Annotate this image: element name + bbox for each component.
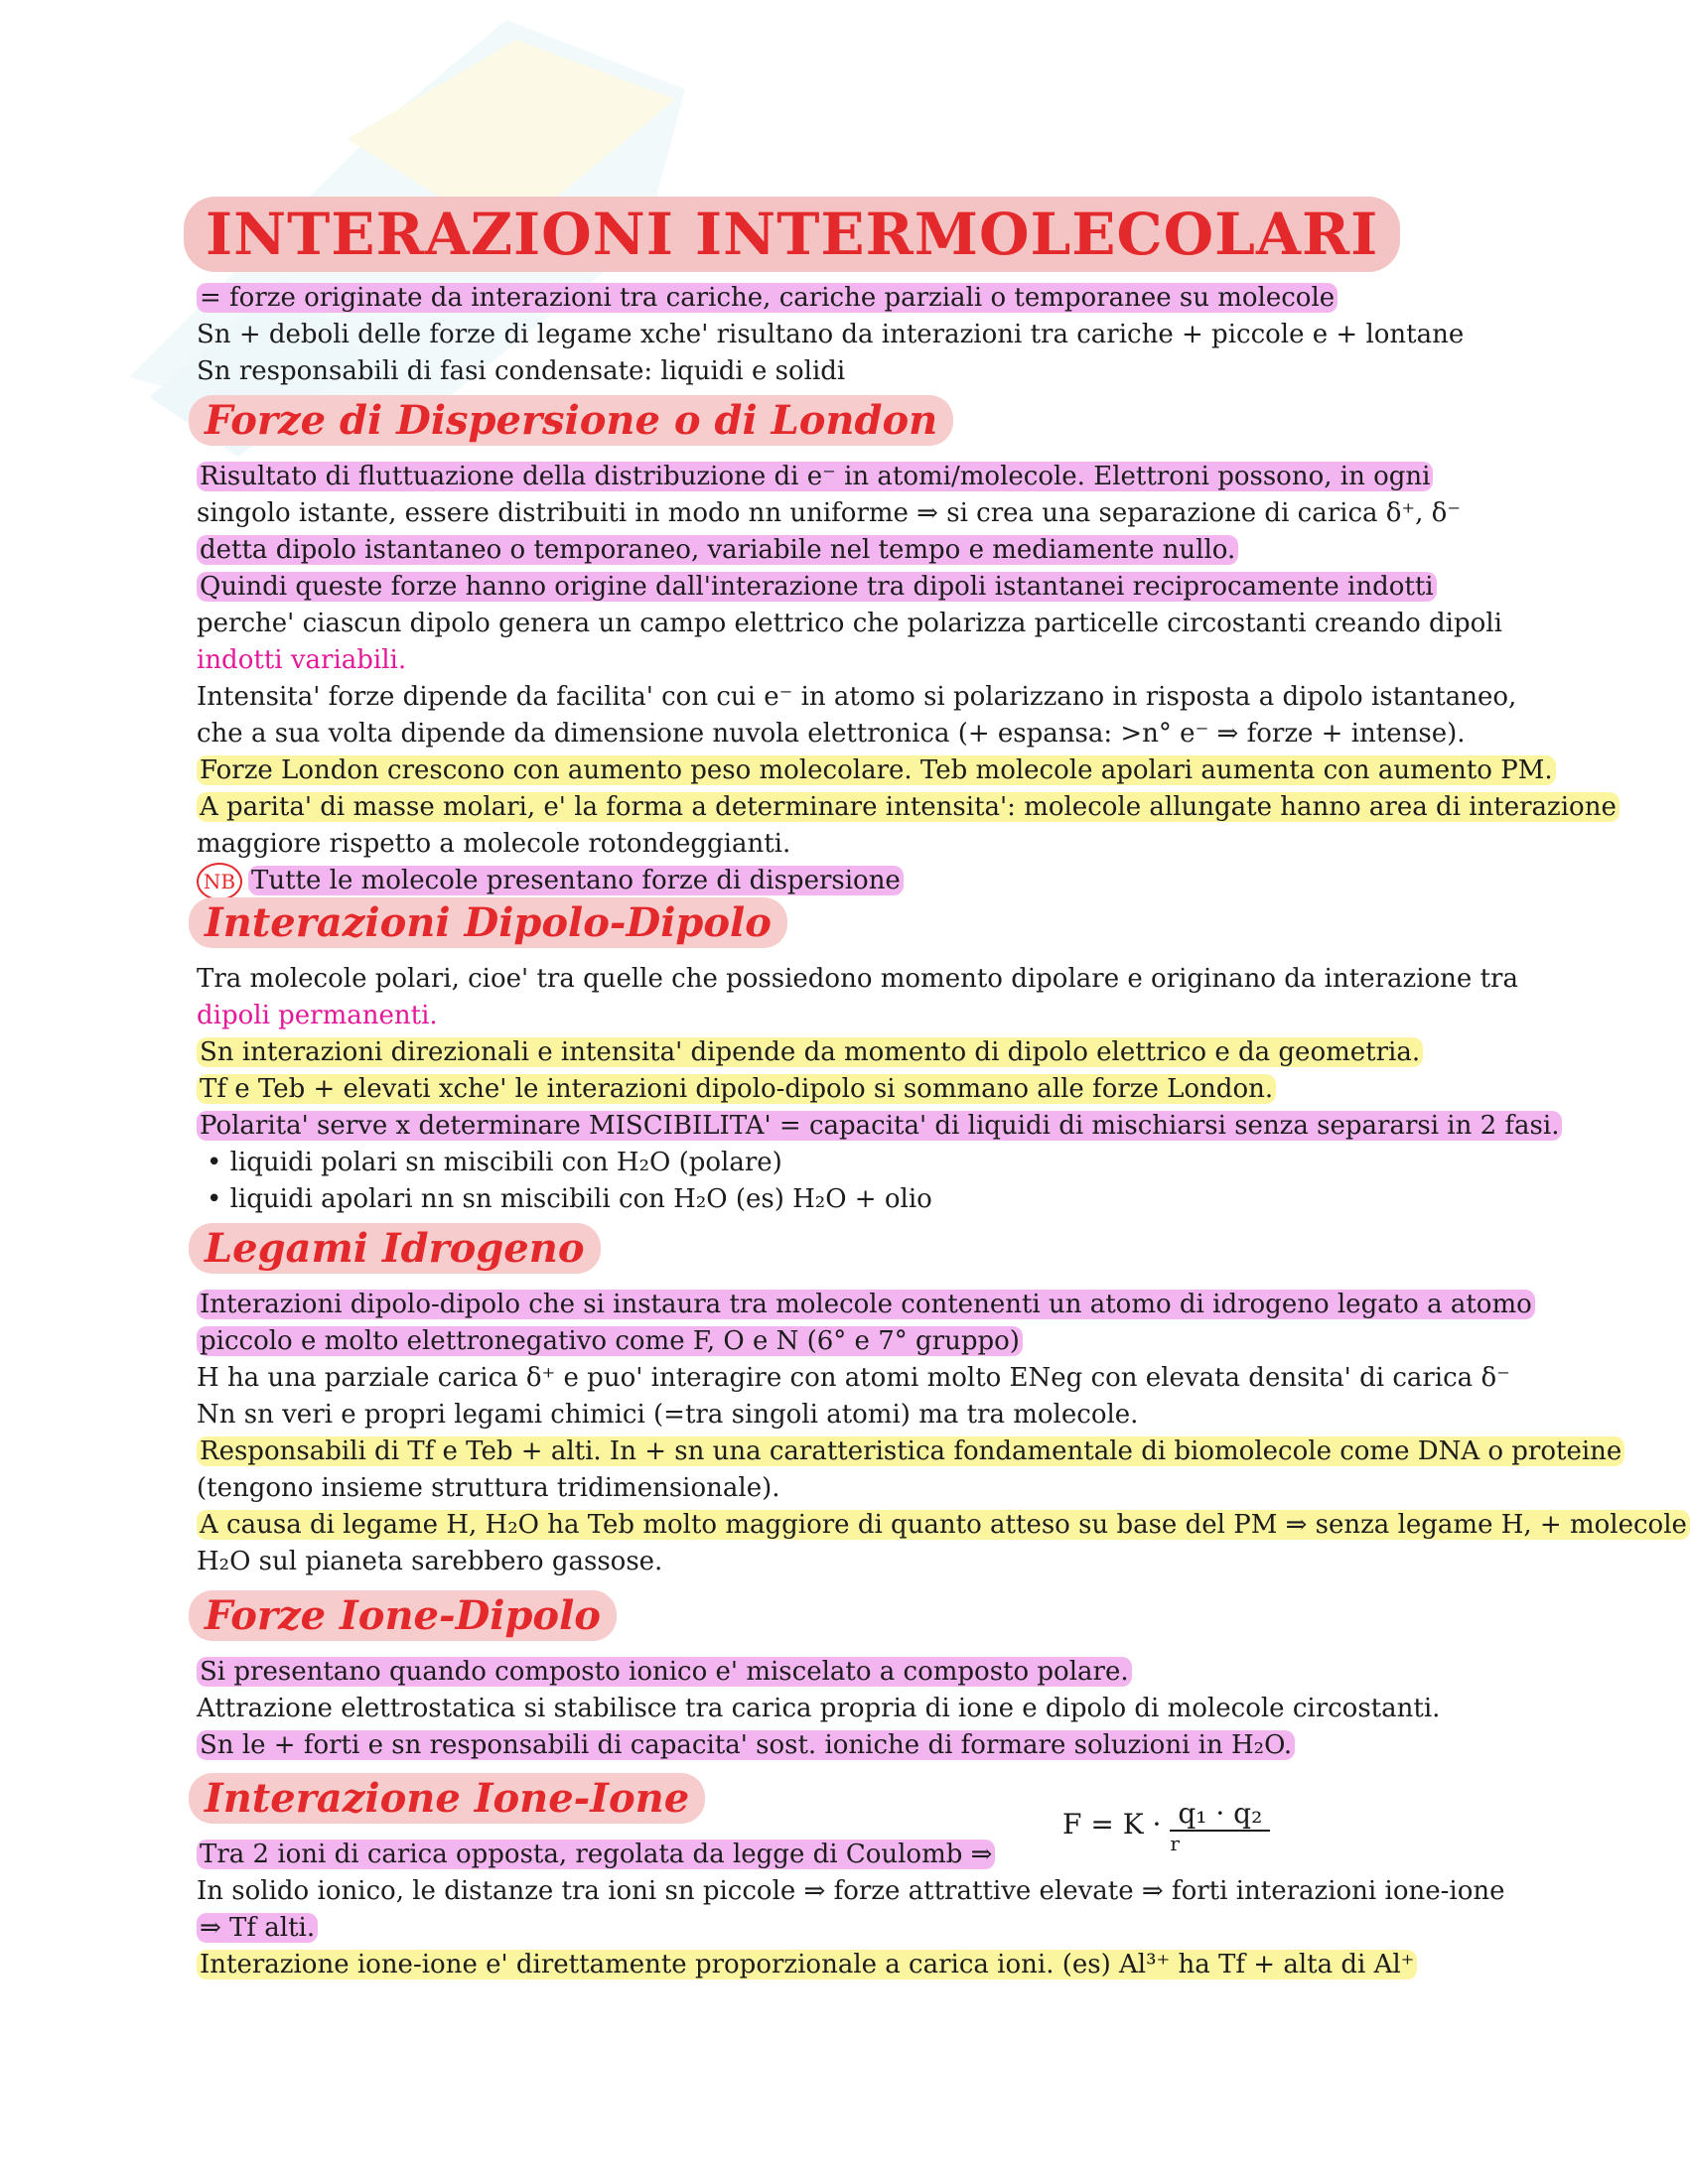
text-line: Forze London crescono con aumento peso molecolare. Teb molecole apolari aumenta con aumento PM. [197,752,1537,789]
text-line: Polarita' serve x determinare MISCIBILITA' = capacita' di liquidi di mischiarsi senza separarsi in 2 fasi. [197,1108,1537,1145]
text-line: Tf e Teb + elevati xche' le interazioni dipolo-dipolo si sommano alle forze London. [197,1071,1537,1108]
text-line: Risultato di fluttuazione della distribuzione di e⁻ in atomi/molecole. Elettroni possono, in ogni [197,459,1537,495]
intro-block [197,280,1537,390]
formula-denominator: r [1170,1832,1180,1855]
text-line: A causa di legame H, H₂O ha Teb molto maggiore di quanto atteso su base del PM ⇒ senza legame H, + molecole [197,1507,1537,1544]
text-line: In solido ionico, le distanze tra ioni sn piccole ⇒ forze attrattive elevate ⇒ forti interazioni ione-ione [197,1876,1505,1906]
formula-fraction [1170,1797,1270,1855]
text-line: Intensita' forze dipende da facilita' con cui e⁻ in atomo si polarizzano in risposta a dipolo istantaneo, [197,682,1517,712]
text-line: Tra 2 ioni di carica opposta, regolata da legge di Coulomb ⇒ [197,1837,1537,1873]
text-line: Quindi queste forze hanno origine dall'interazione tra dipoli istantanei reciprocamente indotti [197,569,1537,606]
text-line: ⇒ Tf alti. [197,1910,1537,1947]
section-london [197,459,1617,900]
heading-ione-ione: Interazione Ione-Ione [189,1773,705,1824]
page-title: INTERAZIONI INTERMOLECOLARI [184,197,1400,272]
text-line: piccolo e molto elettronegativo come F, O e N (6° e 7° gruppo) [197,1323,1537,1360]
heading-london: Forze di Dispersione o di London [189,395,953,446]
text-line: Sn le + forti e sn responsabili di capacita' sost. ioniche di formare soluzioni in H₂O. [197,1727,1537,1764]
formula-numerator: q₁ · q₂ [1170,1797,1270,1832]
text-line: indotti variabili. [197,645,407,675]
text-line: che a sua volta dipende da dimensione nuvola elettronica (+ espansa: >n° e⁻ ⇒ forze + intense). [197,719,1466,749]
text-line: A parita' di masse molari, e' la forma a determinare intensita': molecole allungate hanno area di interazione [197,789,1537,826]
text-line: H ha una parziale carica δ⁺ e puo' interagire con atomi molto ENeg con elevata densita' di carica δ⁻ [197,1363,1510,1393]
nb-badge: NB [197,863,242,900]
heading-dipolo: Interazioni Dipolo-Dipolo [189,897,787,948]
intro-line: Sn responsabili di fasi condensate: liquidi e solidi [197,356,846,386]
section-ione-dipolo [197,1654,1537,1764]
intro-line: Sn + deboli delle forze di legame xche' risultano da interazioni tra cariche + piccole e + lontane [197,320,1465,349]
text-line: singolo istante, essere distribuiti in modo nn uniforme ⇒ si crea una separazione di carica δ⁺, δ⁻ [197,498,1462,528]
text-line: maggiore rispetto a molecole rotondeggianti. [197,829,791,859]
text-line: dipoli permanenti. [197,1001,438,1030]
nb-line: NB Tutte le molecole presentano forze di dispersione [197,863,1537,900]
section-ione-ione [197,1837,1537,1983]
text-line: Si presentano quando composto ionico e' miscelato a composto polare. [197,1654,1537,1691]
text-line: Attrazione elettrostatica si stabilisce tra carica propria di ione e dipolo di molecole circostanti. [197,1694,1441,1723]
text-line: Tra molecole polari, cioe' tra quelle che possiedono momento dipolare e originano da interazione tra [197,964,1518,994]
text-line: Sn interazioni direzionali e intensita' dipende da momento di dipolo elettrico e da geometria. [197,1034,1537,1071]
list-item: • liquidi apolari nn sn miscibili con H₂O (es) H₂O + olio [207,1184,932,1214]
text-line: (tengono insieme struttura tridimensionale). [197,1473,780,1503]
text-line: H₂O sul pianeta sarebbero gassose. [197,1547,663,1576]
text-line: Interazione ione-ione e' direttamente proporzionale a carica ioni. (es) Al³⁺ ha Tf + alta di Al⁺ [197,1947,1537,1983]
intro-line: = forze originate da interazioni tra cariche, cariche parziali o temporanee su molecole [197,280,1537,317]
formula-lhs: F = K · [1062,1808,1162,1841]
text-line: Nn sn veri e propri legami chimici (=tra singoli atomi) ma tra molecole. [197,1400,1139,1430]
text-line: Responsabili di Tf e Teb + alti. In + sn una caratteristica fondamentale di biomolecole come DNA o proteine [197,1433,1537,1470]
heading-ione-dipolo: Forze Ione-Dipolo [189,1590,617,1641]
section-dipolo [197,961,1560,1218]
section-idrogeno [197,1287,1687,1580]
text-line: Interazioni dipolo-dipolo che si instaura tra molecole contenenti un atomo di idrogeno legato a atomo [197,1287,1537,1323]
coulomb-formula [1062,1797,1270,1855]
list-item: • liquidi polari sn miscibili con H₂O (polare) [207,1148,782,1177]
text-line: detta dipolo istantaneo o temporaneo, variabile nel tempo e mediamente nullo. [197,532,1537,569]
text-line: perche' ciascun dipolo genera un campo elettrico che polarizza particelle circostanti creando dipoli [197,609,1502,638]
heading-idrogeno: Legami Idrogeno [189,1223,601,1274]
